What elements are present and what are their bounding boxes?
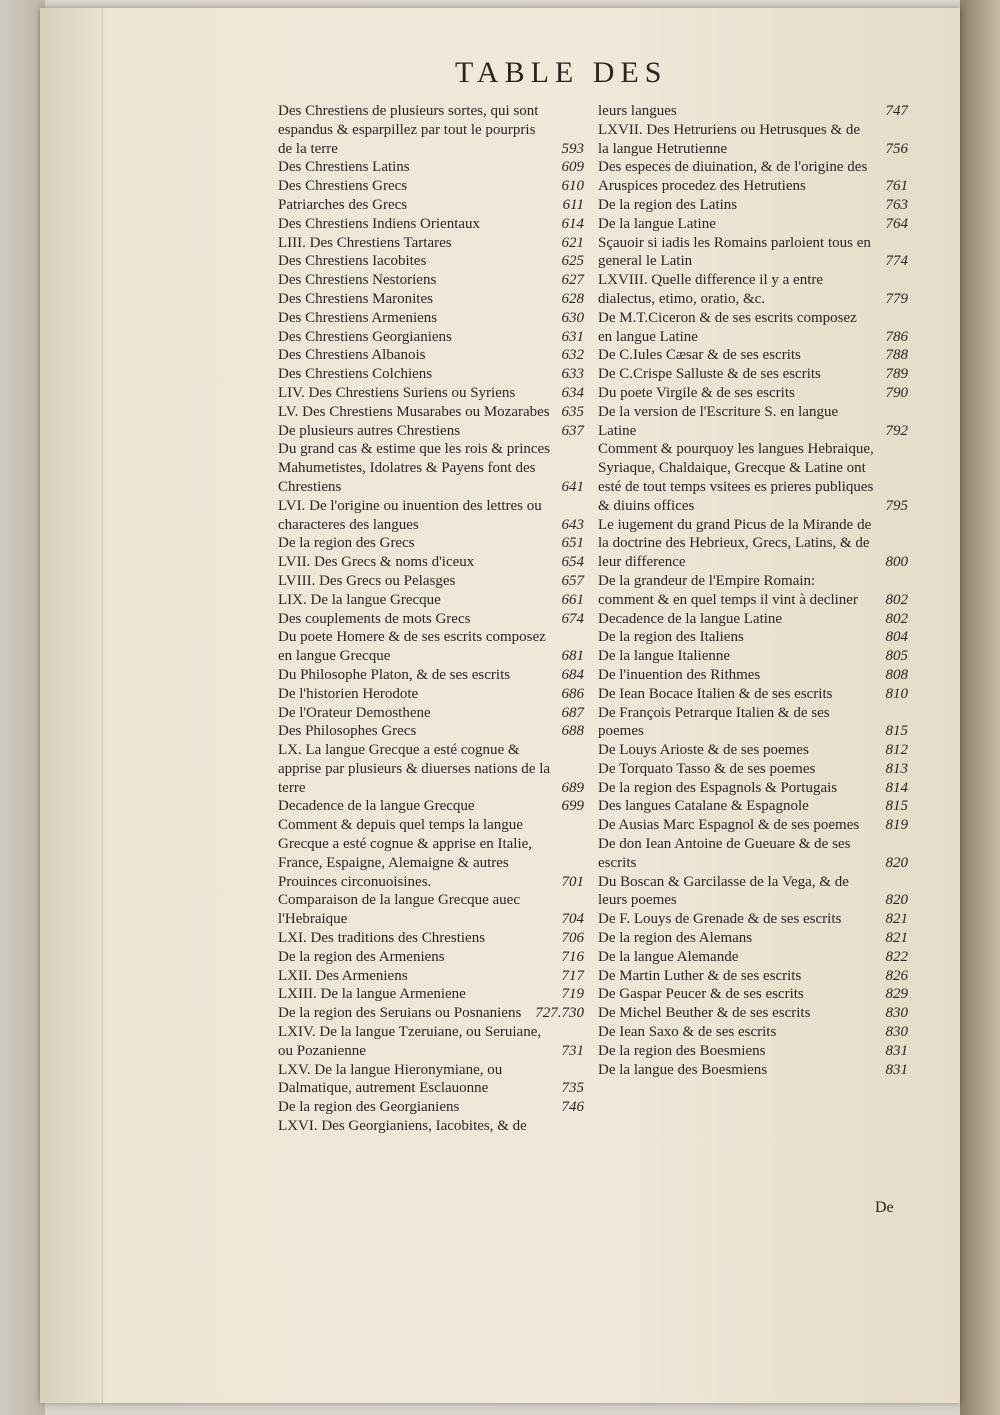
entry-title: De la langue Italienne [598, 648, 731, 665]
index-entry [278, 591, 584, 610]
entry-title: LIX. De la langue Grecque [278, 591, 441, 608]
index-entry [598, 628, 908, 647]
entry-title: De C.Iules Cæsar & de ses escrits [598, 347, 801, 364]
page-heading: TABLE DES [455, 56, 668, 89]
index-entry [278, 628, 584, 666]
entry-page-number: 609 [561, 159, 584, 176]
entry-page-number: 822 [885, 948, 908, 965]
entry-page-number: 610 [561, 178, 584, 195]
index-entry [278, 1004, 584, 1023]
index-entry [278, 328, 584, 347]
entry-title: Comment & pourquoy les langues Hebraique, Syriaque, Chaldaique, Grecque & Latine ont esté de tout temps vsitees es prieres publiques & diuins offices [598, 441, 874, 514]
index-column-right [598, 102, 908, 1079]
entry-title: Des Chrestiens Latins [278, 159, 410, 176]
index-entry [278, 1117, 584, 1136]
entry-title: De Iean Bocace Italien & de ses escrits [598, 685, 833, 702]
index-entry [278, 891, 584, 929]
entry-page-number: 632 [561, 347, 584, 364]
entry-page-number: 634 [561, 384, 584, 401]
index-entry [278, 403, 584, 422]
index-entry [598, 572, 908, 610]
entry-title: Des Chrestiens Nestoriens [278, 272, 437, 289]
index-column-left [278, 102, 584, 1136]
entry-page-number: 805 [885, 648, 908, 665]
entry-page-number: 731 [561, 1042, 584, 1059]
entry-title: Decadence de la langue Latine [598, 610, 783, 627]
entry-page-number: 699 [561, 798, 584, 815]
index-entry [598, 704, 908, 742]
entry-title: Des Chrestiens Grecs [278, 178, 408, 195]
entry-title: Comment & depuis quel temps la langue Grecque a esté cognue & apprise en Italie, France, Espaigne, Alemaigne & autres Prouinces circonuoisines. [278, 817, 533, 890]
entry-page-number: 800 [885, 554, 908, 571]
entry-page-number: 717 [561, 967, 584, 984]
background-right [960, 0, 1000, 1415]
index-entry [598, 234, 908, 272]
entry-page-number: 746 [561, 1099, 584, 1116]
background-left [0, 0, 45, 1415]
entry-title: De F. Louys de Grenade & de ses escrits [598, 911, 842, 928]
entry-page-number: 704 [561, 911, 584, 928]
index-entry [278, 309, 584, 328]
entry-page-number: 790 [885, 384, 908, 401]
entry-page-number: 812 [885, 742, 908, 759]
index-entry [598, 271, 908, 309]
page-gutter [40, 8, 103, 1403]
entry-title: LV. Des Chrestiens Musarabes ou Mozarabes [278, 403, 550, 420]
entry-title: Du grand cas & estime que les rois & princes Mahumetistes, Idolatres & Payens font des Chrestiens [278, 441, 551, 495]
index-entry [278, 215, 584, 234]
index-entry [598, 685, 908, 704]
index-entry [598, 929, 908, 948]
entry-page-number: 621 [561, 234, 584, 251]
entry-title: De C.Crispe Salluste & de ses escrits [598, 366, 821, 383]
entry-page-number: 810 [885, 685, 908, 702]
entry-page-number: 802 [885, 591, 908, 608]
entry-title: Du Boscan & Garcilasse de la Vega, & de leurs poemes [598, 873, 849, 909]
entry-page-number: 831 [885, 1061, 908, 1078]
index-entry [278, 985, 584, 1004]
index-entry [598, 121, 908, 159]
entry-page-number: 628 [561, 290, 584, 307]
index-entry [278, 816, 584, 891]
index-entry [278, 1023, 584, 1061]
entry-title: De Michel Beuther & de ses escrits [598, 1005, 811, 1022]
entry-title: De la langue Alemande [598, 948, 739, 965]
index-entry [278, 1061, 584, 1099]
index-entry [598, 196, 908, 215]
entry-title: LXV. De la langue Hieronymiane, ou Dalmatique, autrement Esclauonne [278, 1061, 503, 1097]
entry-page-number: 820 [885, 892, 908, 909]
entry-page-number: 684 [561, 666, 584, 683]
entry-title: LVI. De l'origine ou inuention des lettres ou characteres des langues [278, 497, 542, 533]
index-entry [598, 365, 908, 384]
entry-page-number: 611 [562, 196, 584, 213]
index-entry [278, 685, 584, 704]
entry-page-number: 829 [885, 986, 908, 1003]
entry-title: De Martin Luther & de ses escrits [598, 967, 802, 984]
index-entry [598, 215, 908, 234]
catchword: De [875, 1199, 894, 1216]
entry-title: LXVIII. Quelle difference il y a entre dialectus, etimo, oratio, &c. [598, 272, 824, 307]
entry-title: LIII. Des Chrestiens Tartares [278, 234, 452, 251]
index-entry [278, 1098, 584, 1117]
entry-title: Des Chrestiens Armeniens [278, 309, 438, 326]
entry-title: LVII. Des Grecs & noms d'iceux [278, 554, 475, 571]
entry-page-number: 830 [885, 1024, 908, 1041]
entry-page-number: 687 [561, 704, 584, 721]
entry-title: Des Chrestiens Maronites [278, 290, 433, 307]
index-entry [278, 534, 584, 553]
entry-page-number: 681 [561, 648, 584, 665]
entry-page-number: 831 [885, 1042, 908, 1059]
entry-page-number: 820 [885, 854, 908, 871]
index-entry [598, 910, 908, 929]
entry-title: De la region des Seruians ou Posnaniens [278, 1005, 522, 1022]
entry-title: De la region des Boesmiens [598, 1042, 766, 1059]
index-entry [278, 929, 584, 948]
index-entry [598, 835, 908, 873]
index-entry [278, 365, 584, 384]
entry-page-number: 630 [561, 309, 584, 326]
entry-title: Des Chrestiens Iacobites [278, 253, 427, 270]
entry-title: Des langues Catalane & Espagnole [598, 798, 809, 815]
index-entry [278, 797, 584, 816]
entry-title: Comparaison de la langue Grecque auec l'Hebraique [278, 892, 520, 928]
entry-page-number: 821 [885, 911, 908, 928]
entry-title: De la region des Italiens [598, 629, 744, 646]
entry-page-number: 819 [885, 817, 908, 834]
entry-title: Du Philosophe Platon, & de ses escrits [278, 666, 511, 683]
index-entry [598, 1042, 908, 1061]
entry-page-number: 815 [885, 798, 908, 815]
entry-page-number: 631 [561, 328, 584, 345]
index-entry [278, 384, 584, 403]
index-entry [278, 572, 584, 591]
entry-page-number: 614 [561, 215, 584, 232]
entry-title: LXVII. Des Hetruriens ou Hetrusques & de la langue Hetrutienne [598, 121, 861, 157]
entry-title: Du poete Virgile & de ses escrits [598, 384, 795, 401]
entry-page-number: 637 [561, 422, 584, 439]
index-entry [278, 252, 584, 271]
entry-title: Des Chrestiens Georgianiens [278, 328, 452, 345]
entry-title: De la region des Georgianiens [278, 1099, 460, 1116]
index-entry [278, 346, 584, 365]
entry-title: De François Petrarque Italien & de ses poemes [598, 704, 830, 740]
entry-title: LVIII. Des Grecs ou Pelasges [278, 572, 456, 589]
entry-title: De la region des Espagnols & Portugais [598, 779, 838, 796]
entry-title: De Iean Saxo & de ses escrits [598, 1024, 777, 1041]
entry-title: De Torquato Tasso & de ses poemes [598, 760, 816, 777]
index-entry [598, 516, 908, 572]
index-entry [598, 102, 908, 121]
index-entry [278, 967, 584, 986]
entry-page-number: 625 [561, 253, 584, 270]
index-entry [598, 666, 908, 685]
entry-page-number: 802 [885, 610, 908, 627]
entry-title: Des Chrestiens Albanois [278, 347, 426, 364]
index-entry [278, 704, 584, 723]
entry-title: De la region des Alemans [598, 930, 753, 947]
index-entry [278, 497, 584, 535]
entry-title: De l'inuention des Rithmes [598, 666, 761, 683]
entry-title: Le iugement du grand Picus de la Mirande de la doctrine des Hebrieux, Grecs, Latins, & de leur difference [598, 516, 872, 571]
entry-title: LXI. Des traditions des Chrestiens [278, 930, 486, 947]
entry-page-number: 651 [561, 535, 584, 552]
entry-page-number: 593 [561, 140, 584, 157]
index-entry [598, 967, 908, 986]
index-entry [278, 177, 584, 196]
entry-title: De la langue Latine [598, 215, 716, 232]
entry-title: De l'historien Herodote [278, 685, 419, 702]
index-entry [278, 290, 584, 309]
entry-title: Des couplements de mots Grecs [278, 610, 471, 627]
index-entry [278, 271, 584, 290]
entry-page-number: 641 [561, 478, 584, 495]
index-entry [598, 1004, 908, 1023]
index-entry [598, 948, 908, 967]
index-entry [278, 102, 584, 158]
index-entry [278, 196, 584, 215]
entry-title: De la region des Armeniens [278, 948, 445, 965]
index-entry [598, 873, 908, 911]
entry-page-number: 706 [561, 930, 584, 947]
entry-page-number: 701 [561, 873, 584, 890]
entry-title: Du poete Homere & de ses escrits composez en langue Grecque [278, 629, 546, 665]
entry-page-number: 674 [561, 610, 584, 627]
entry-page-number: 727.730 [535, 1005, 584, 1022]
entry-page-number: 661 [561, 591, 584, 608]
index-entry [278, 553, 584, 572]
entry-title: De plusieurs autres Chrestiens [278, 422, 461, 439]
entry-title: De la region des Grecs [278, 535, 415, 552]
entry-title: Decadence de la langue Grecque [278, 798, 475, 815]
entry-page-number: 761 [885, 178, 908, 195]
index-entry [598, 647, 908, 666]
entry-page-number: 763 [885, 196, 908, 213]
entry-page-number: 808 [885, 666, 908, 683]
entry-title: De la region des Latins [598, 196, 738, 213]
entry-page-number: 686 [561, 685, 584, 702]
entry-page-number: 635 [561, 403, 584, 420]
entry-page-number: 747 [885, 103, 908, 119]
index-entry [598, 760, 908, 779]
entry-title: De Gaspar Peucer & de ses escrits [598, 986, 804, 1003]
index-entry [598, 1023, 908, 1042]
entry-title: Sçauoir si iadis les Romains parloient tous en general le Latin [598, 234, 871, 270]
entry-title: LXVI. Des Georgianiens, Iacobites, & de [278, 1118, 527, 1135]
entry-page-number: 830 [885, 1005, 908, 1022]
entry-page-number: 716 [561, 948, 584, 965]
index-entry [598, 985, 908, 1004]
index-entry [598, 309, 908, 347]
index-entry [598, 403, 908, 441]
entry-title: De M.T.Ciceron & de ses escrits composez en langue Latine [598, 309, 857, 345]
entry-title: De Ausias Marc Espagnol & de ses poemes [598, 817, 860, 834]
entry-page-number: 813 [885, 760, 908, 777]
entry-title: Des Chrestiens Colchiens [278, 366, 433, 383]
index-entry [598, 779, 908, 798]
entry-page-number: 719 [561, 986, 584, 1003]
entry-page-number: 643 [561, 516, 584, 533]
entry-page-number: 633 [561, 366, 584, 383]
index-entry [598, 384, 908, 403]
entry-title: leurs langues [598, 103, 677, 119]
index-entry [598, 797, 908, 816]
index-entry [278, 722, 584, 741]
index-entry [278, 610, 584, 629]
entry-page-number: 826 [885, 967, 908, 984]
entry-page-number: 756 [885, 140, 908, 157]
index-entry [278, 234, 584, 253]
entry-title: Des Chrestiens Indiens Orientaux [278, 215, 481, 232]
entry-page-number: 774 [885, 253, 908, 270]
index-entry [278, 666, 584, 685]
index-entry [598, 816, 908, 835]
entry-page-number: 735 [561, 1080, 584, 1097]
entry-page-number: 795 [885, 497, 908, 514]
index-entry [598, 610, 908, 629]
entry-page-number: 627 [561, 272, 584, 289]
index-entry [278, 741, 584, 797]
entry-title: De la version de l'Escriture S. en langue Latine [598, 403, 839, 439]
index-entry [598, 1061, 908, 1080]
entry-title: De Louys Arioste & de ses poemes [598, 742, 809, 759]
entry-page-number: 788 [885, 347, 908, 364]
entry-page-number: 821 [885, 930, 908, 947]
entry-title: Des Chrestiens de plusieurs sortes, qui sont espandus & esparpillez par tout le pourpris de la terre [278, 103, 539, 157]
index-entry [598, 741, 908, 760]
entry-page-number: 779 [885, 290, 908, 307]
entry-title: LXIV. De la langue Tzeruiane, ou Seruiane, ou Pozanienne [278, 1024, 542, 1059]
entry-page-number: 786 [885, 328, 908, 345]
entry-page-number: 688 [561, 723, 584, 740]
entry-page-number: 789 [885, 366, 908, 383]
index-entry [278, 440, 584, 496]
entry-title: LIV. Des Chrestiens Suriens ou Syriens [278, 384, 516, 401]
entry-page-number: 764 [885, 215, 908, 232]
entry-title: Des Philosophes Grecs [278, 723, 417, 740]
entry-title: LXIII. De la langue Armeniene [278, 986, 466, 1003]
entry-title: De la grandeur de l'Empire Romain: comment & en quel temps il vint à decliner [598, 572, 858, 608]
entry-page-number: 814 [885, 779, 908, 796]
entry-page-number: 657 [561, 572, 584, 589]
index-entry [598, 440, 908, 515]
entry-page-number: 654 [561, 554, 584, 571]
index-entry [598, 158, 908, 196]
entry-title: LX. La langue Grecque a esté cognue & apprise par plusieurs & diuerses nations de la terre [278, 742, 551, 796]
index-entry [278, 158, 584, 177]
entry-title: De don Iean Antoine de Gueuare & de ses escrits [598, 836, 851, 871]
entry-title: De la langue des Boesmiens [598, 1061, 768, 1078]
index-entry [278, 948, 584, 967]
entry-page-number: 792 [885, 422, 908, 439]
entry-page-number: 689 [561, 779, 584, 796]
entry-title: Des especes de diuination, & de l'origine des Aruspices procedez des Hetrutiens [598, 159, 868, 195]
entry-page-number: 804 [885, 629, 908, 646]
entry-title: LXII. Des Armeniens [278, 967, 408, 984]
entry-page-number: 815 [885, 723, 908, 740]
entry-title: De l'Orateur Demosthene [278, 704, 431, 721]
index-entry [278, 422, 584, 441]
entry-title: Patriarches des Grecs [278, 196, 408, 213]
index-entry [598, 346, 908, 365]
